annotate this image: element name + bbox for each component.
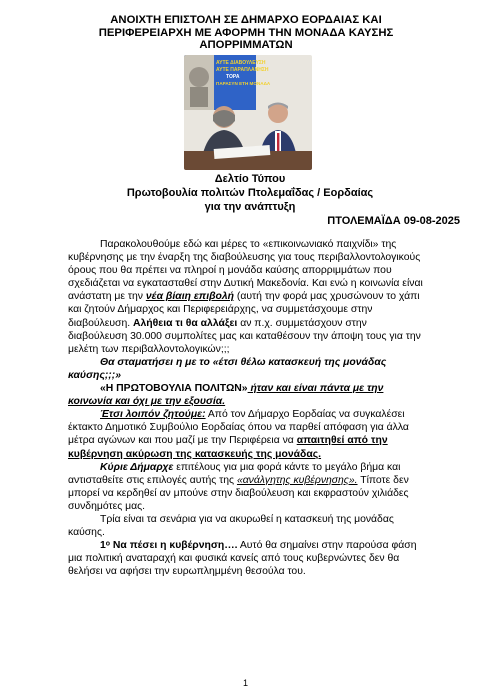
p1-text-2: (αυτή την φορά μας χρυσώνουν το χάπι και ζητούν Δήμαρχος και Περιφερειάρχης, να συμμετάσχουμε στην διαβούλευση. bbox=[68, 291, 420, 329]
press-photo bbox=[184, 55, 312, 170]
p5-lead: Κύριε Δήμαρχε bbox=[100, 461, 174, 473]
p5-text-2: Τίποτε δεν μπορεί να κερδηθεί αν μπούνε στην διαβούλευση και εκφραστούν χιλιάδες συνδημότες μας. bbox=[68, 474, 409, 512]
p4-demand: απαιτηθεί από την κυβέρνηση ακύρωση της κατασκευής της μονάδας. bbox=[68, 435, 388, 460]
organization-name: Πρωτοβουλία πολιτών Πτολεμαΐδας / Εορδαίας bbox=[126, 187, 374, 199]
poster-line-2: ΑΥΤΕ ΠΑΡΑΠΛΑΝΗΣΗ bbox=[216, 67, 269, 73]
poster-line-3: ΤΟΡΑ bbox=[226, 74, 240, 80]
press-label: Δελτίο Τύπου bbox=[214, 173, 286, 185]
paragraph-1 bbox=[68, 238, 428, 356]
paragraph-6: Τρία είναι τα σενάρια για να ακυρωθεί η κατασκευή της μονάδας καύσης. bbox=[68, 513, 394, 539]
p3-statement: ήταν και είναι πάντα με την κοινωνία και όχι με την εξουσία. bbox=[68, 383, 384, 408]
p5-text-1: επιτέλους για μια φορά κάντε το μεγάλο βήμα και αντισταθείτε στις επιλογές αυτής της bbox=[68, 461, 401, 486]
paragraph-3 bbox=[68, 382, 428, 408]
p7-lead: 1ᵒ Να πέσει η κυβέρνηση…. bbox=[100, 540, 238, 552]
page-number: 1 bbox=[242, 678, 248, 688]
place-date: ΠΤΟΛΕΜΑΪΔΑ 09-08-2025 bbox=[327, 215, 460, 227]
p4-lead: Έτσι λοιπόν ζητούμε: bbox=[100, 409, 206, 421]
letter-body bbox=[68, 238, 428, 578]
title-line-3: ΑΠΟΡΡΙΜΜΑΤΩΝ bbox=[199, 39, 293, 52]
p1-bold: Αλήθεια τι θα αλλάξει bbox=[133, 317, 238, 329]
press-header bbox=[100, 172, 460, 228]
p1-emphasis: νέα βίαιη επιβολή bbox=[145, 291, 235, 303]
p3-initiative: «Η ΠΡΩΤΟΒΟΥΛΙΑ ΠΟΛΙΤΩΝ» bbox=[100, 383, 248, 395]
poster-line-4: ΠΑΡΑΣΥΝ ΕΤΗ ΜΟΝΑΔΑ bbox=[216, 81, 271, 86]
p1-text-1: Παρακολουθούμε εδώ και μέρες το «επικοινωνιακό παιχνίδι» της κυβέρνησης με την έναρξη της διαβούλευσης για τους περιβαλλοντολογικούς όρους που θα πρέπει να πληροί η μονάδα καύσης απορριμμάτων που σχεδιάζεται να εγκατασταθεί στην Δυτική Μακεδονία. Και ενώ η κοινωνία είναι ανάστατη με την bbox=[68, 239, 423, 303]
title-line-2: ΠΕΡΙΦΕΡΕΙΑΡΧΗ ΜΕ ΑΦΟΡΜΗ ΤΗΝ ΜΟΝΑΔΑ ΚΑΥΣΗΣ bbox=[98, 26, 394, 39]
title-line-1: ΑΝΟΙΧΤΗ ΕΠΙΣΤΟΛΗ ΣΕ ΔΗΜΑΡΧΟ ΕΟΡΔΑΙΑΣ ΚΑΙ bbox=[110, 14, 382, 26]
letter-title bbox=[60, 14, 432, 52]
p4-text: Από τον Δήμαρχο Εορδαίας να συγκαλέσει έκτακτο Δημοτικό Συμβούλιο Εορδαίας όπου να παρθεί απόφαση για άλλα μέτρα αγώνων και που μαζί με την Περιφέρεια να bbox=[68, 409, 409, 447]
poster-line-1: ΑΥΤΕ ΔΙΑΒΟΥΛΕΥΣΗ bbox=[216, 60, 266, 66]
p5-quote: «ανάλγητης κυβέρνησης». bbox=[236, 474, 358, 486]
paragraph-7 bbox=[68, 539, 428, 578]
organization-subtitle: για την ανάπτυξη bbox=[204, 201, 296, 213]
paragraph-4 bbox=[68, 408, 428, 460]
paragraph-2: Θα σταματήσει η με το «έτσι θέλω κατασκευή της μονάδας καύσης;;;» bbox=[68, 356, 387, 381]
photo-illustration bbox=[184, 55, 312, 170]
p7-text: Αυτό θα σημαίνει στην παρούσα φάση μια πολιτική αναταραχή και φυσικά κανείς από τους κυβερνώντες δεν θα θελήσει να αφήσει την ευρωπλημμένη θεσούλα του. bbox=[68, 540, 417, 578]
p1-text-3: αν π.χ. συμμετάσχουν στην διαβούλευση 30.000 συμπολίτες μας και καταθέσουν την άποψη τους για την μελέτη των περιβαλλοντολογικών;;; bbox=[68, 317, 421, 355]
paragraph-5 bbox=[68, 461, 428, 513]
